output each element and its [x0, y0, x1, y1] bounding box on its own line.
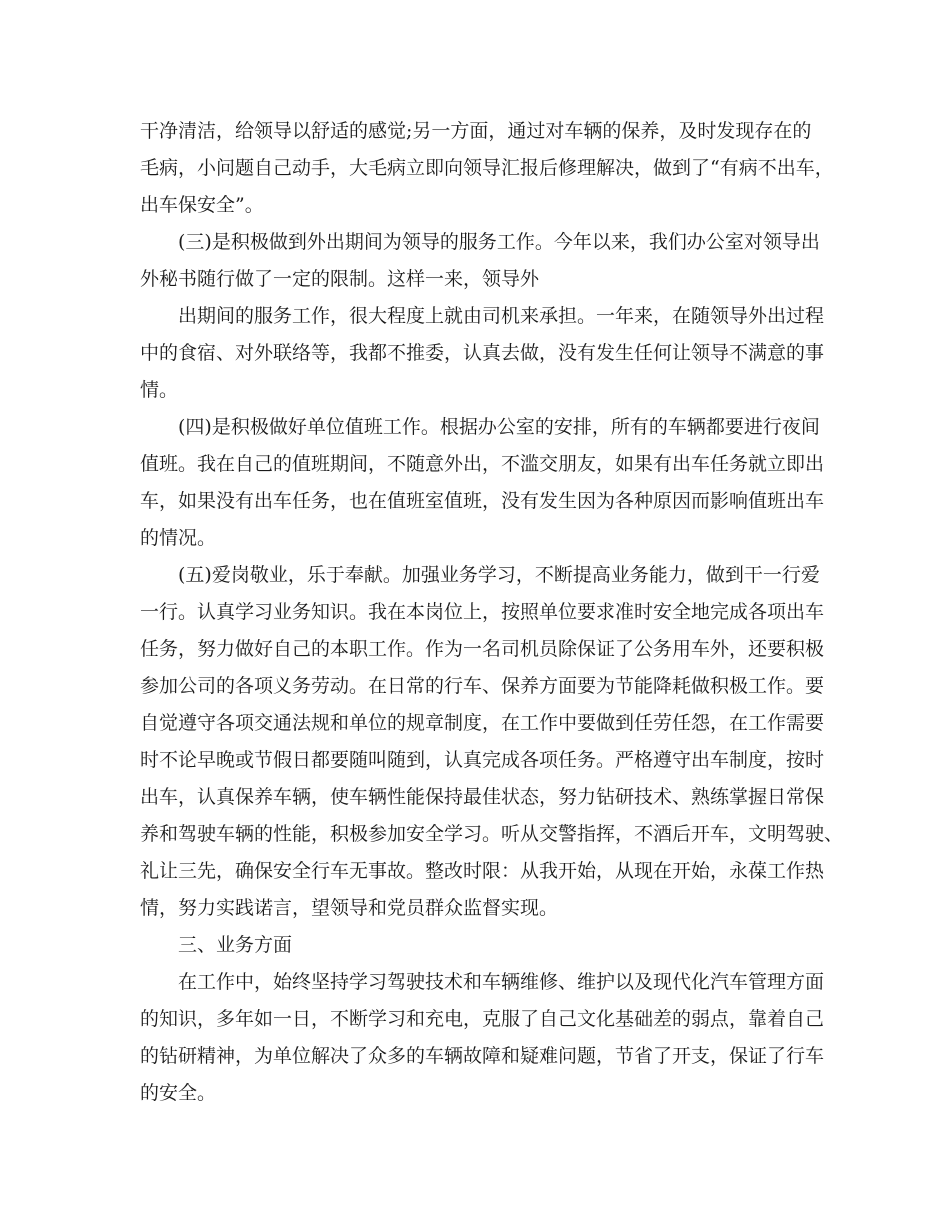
text-line: 在工作中，始终坚持学习驾驶技术和车辆维修、维护以及现代化汽车管理方面	[178, 971, 825, 993]
text-line: 参加公司的各项义务劳动。在日常的行车、保养方面要为节能降耗做积极工作。要	[140, 675, 825, 697]
text-line: 情。	[140, 379, 179, 401]
text-line: 一行。认真学习业务知识。我在本岗位上，按照单位要求准时安全地完成各项出车	[140, 601, 825, 623]
text-line: 毛病，小问题自己动手，大毛病立即向领导汇报后修理解决，做到了“有病不出车，	[140, 157, 834, 179]
text-line: 出车，认真保养车辆，使车辆性能保持最佳状态，努力钻研技术、熟练掌握日常保	[140, 786, 825, 808]
text-line: 养和驾驶车辆的性能，积极参加安全学习。听从交警指挥，不酒后开车，文明驾驶、	[140, 823, 844, 845]
text-line: 车，如果没有出车任务，也在值班室值班，没有发生因为各种原因而影响值班出车	[140, 490, 825, 512]
text-line: 干净清洁，给领导以舒适的感觉;另一方面，通过对车辆的保养，及时发现存在的	[140, 120, 812, 142]
text-line: (四)是积极做好单位值班工作。根据办公室的安排，所有的车辆都要进行夜间	[178, 416, 820, 438]
text-line: 的情况。	[140, 527, 217, 549]
text-line: 时不论早晚或节假日都要随叫随到，认真完成各项任务。严格遵守出车制度，按时	[140, 749, 825, 771]
text-line: 出车保安全”。	[140, 194, 264, 216]
text-line: 任务，努力做好自己的本职工作。作为一名司机员除保证了公务用车外，还要积极	[140, 638, 825, 660]
text-line: 自觉遵守各项交通法规和单位的规章制度，在工作中要做到任劳任怨，在工作需要	[140, 712, 825, 734]
text-line: 的钻研精神，为单位解决了众多的车辆故障和疑难问题，节省了开支，保证了行车	[140, 1045, 825, 1067]
text-line: 外秘书随行做了一定的限制。这样一来，领导外	[140, 268, 540, 290]
text-line: 中的食宿、对外联络等，我都不推委，认真去做，没有发生任何让领导不满意的事	[140, 342, 825, 364]
text-line: (三)是积极做到外出期间为领导的服务工作。今年以来，我们办公室对领导出	[178, 231, 820, 253]
text-line: 值班。我在自己的值班期间，不随意外出，不滥交朋友，如果有出车任务就立即出	[140, 453, 825, 475]
text-line: 情，努力实践诺言，望领导和党员群众监督实现。	[140, 897, 559, 919]
document-body	[140, 116, 844, 1115]
text-line: 三、业务方面	[178, 934, 293, 956]
text-line: 的安全。	[140, 1082, 217, 1104]
text-line: (五)爱岗敬业，乐于奉献。加强业务学习，不断提高业务能力，做到干一行爱	[178, 564, 820, 586]
text-line: 出期间的服务工作，很大程度上就由司机来承担。一年来，在随领导外出过程	[178, 305, 825, 327]
text-line: 礼让三先，确保安全行车无事故。整改时限：从我开始，从现在开始，永葆工作热	[140, 860, 825, 882]
text-line: 的知识，多年如一日，不断学习和充电，克服了自己文化基础差的弱点，靠着自己	[140, 1008, 825, 1030]
